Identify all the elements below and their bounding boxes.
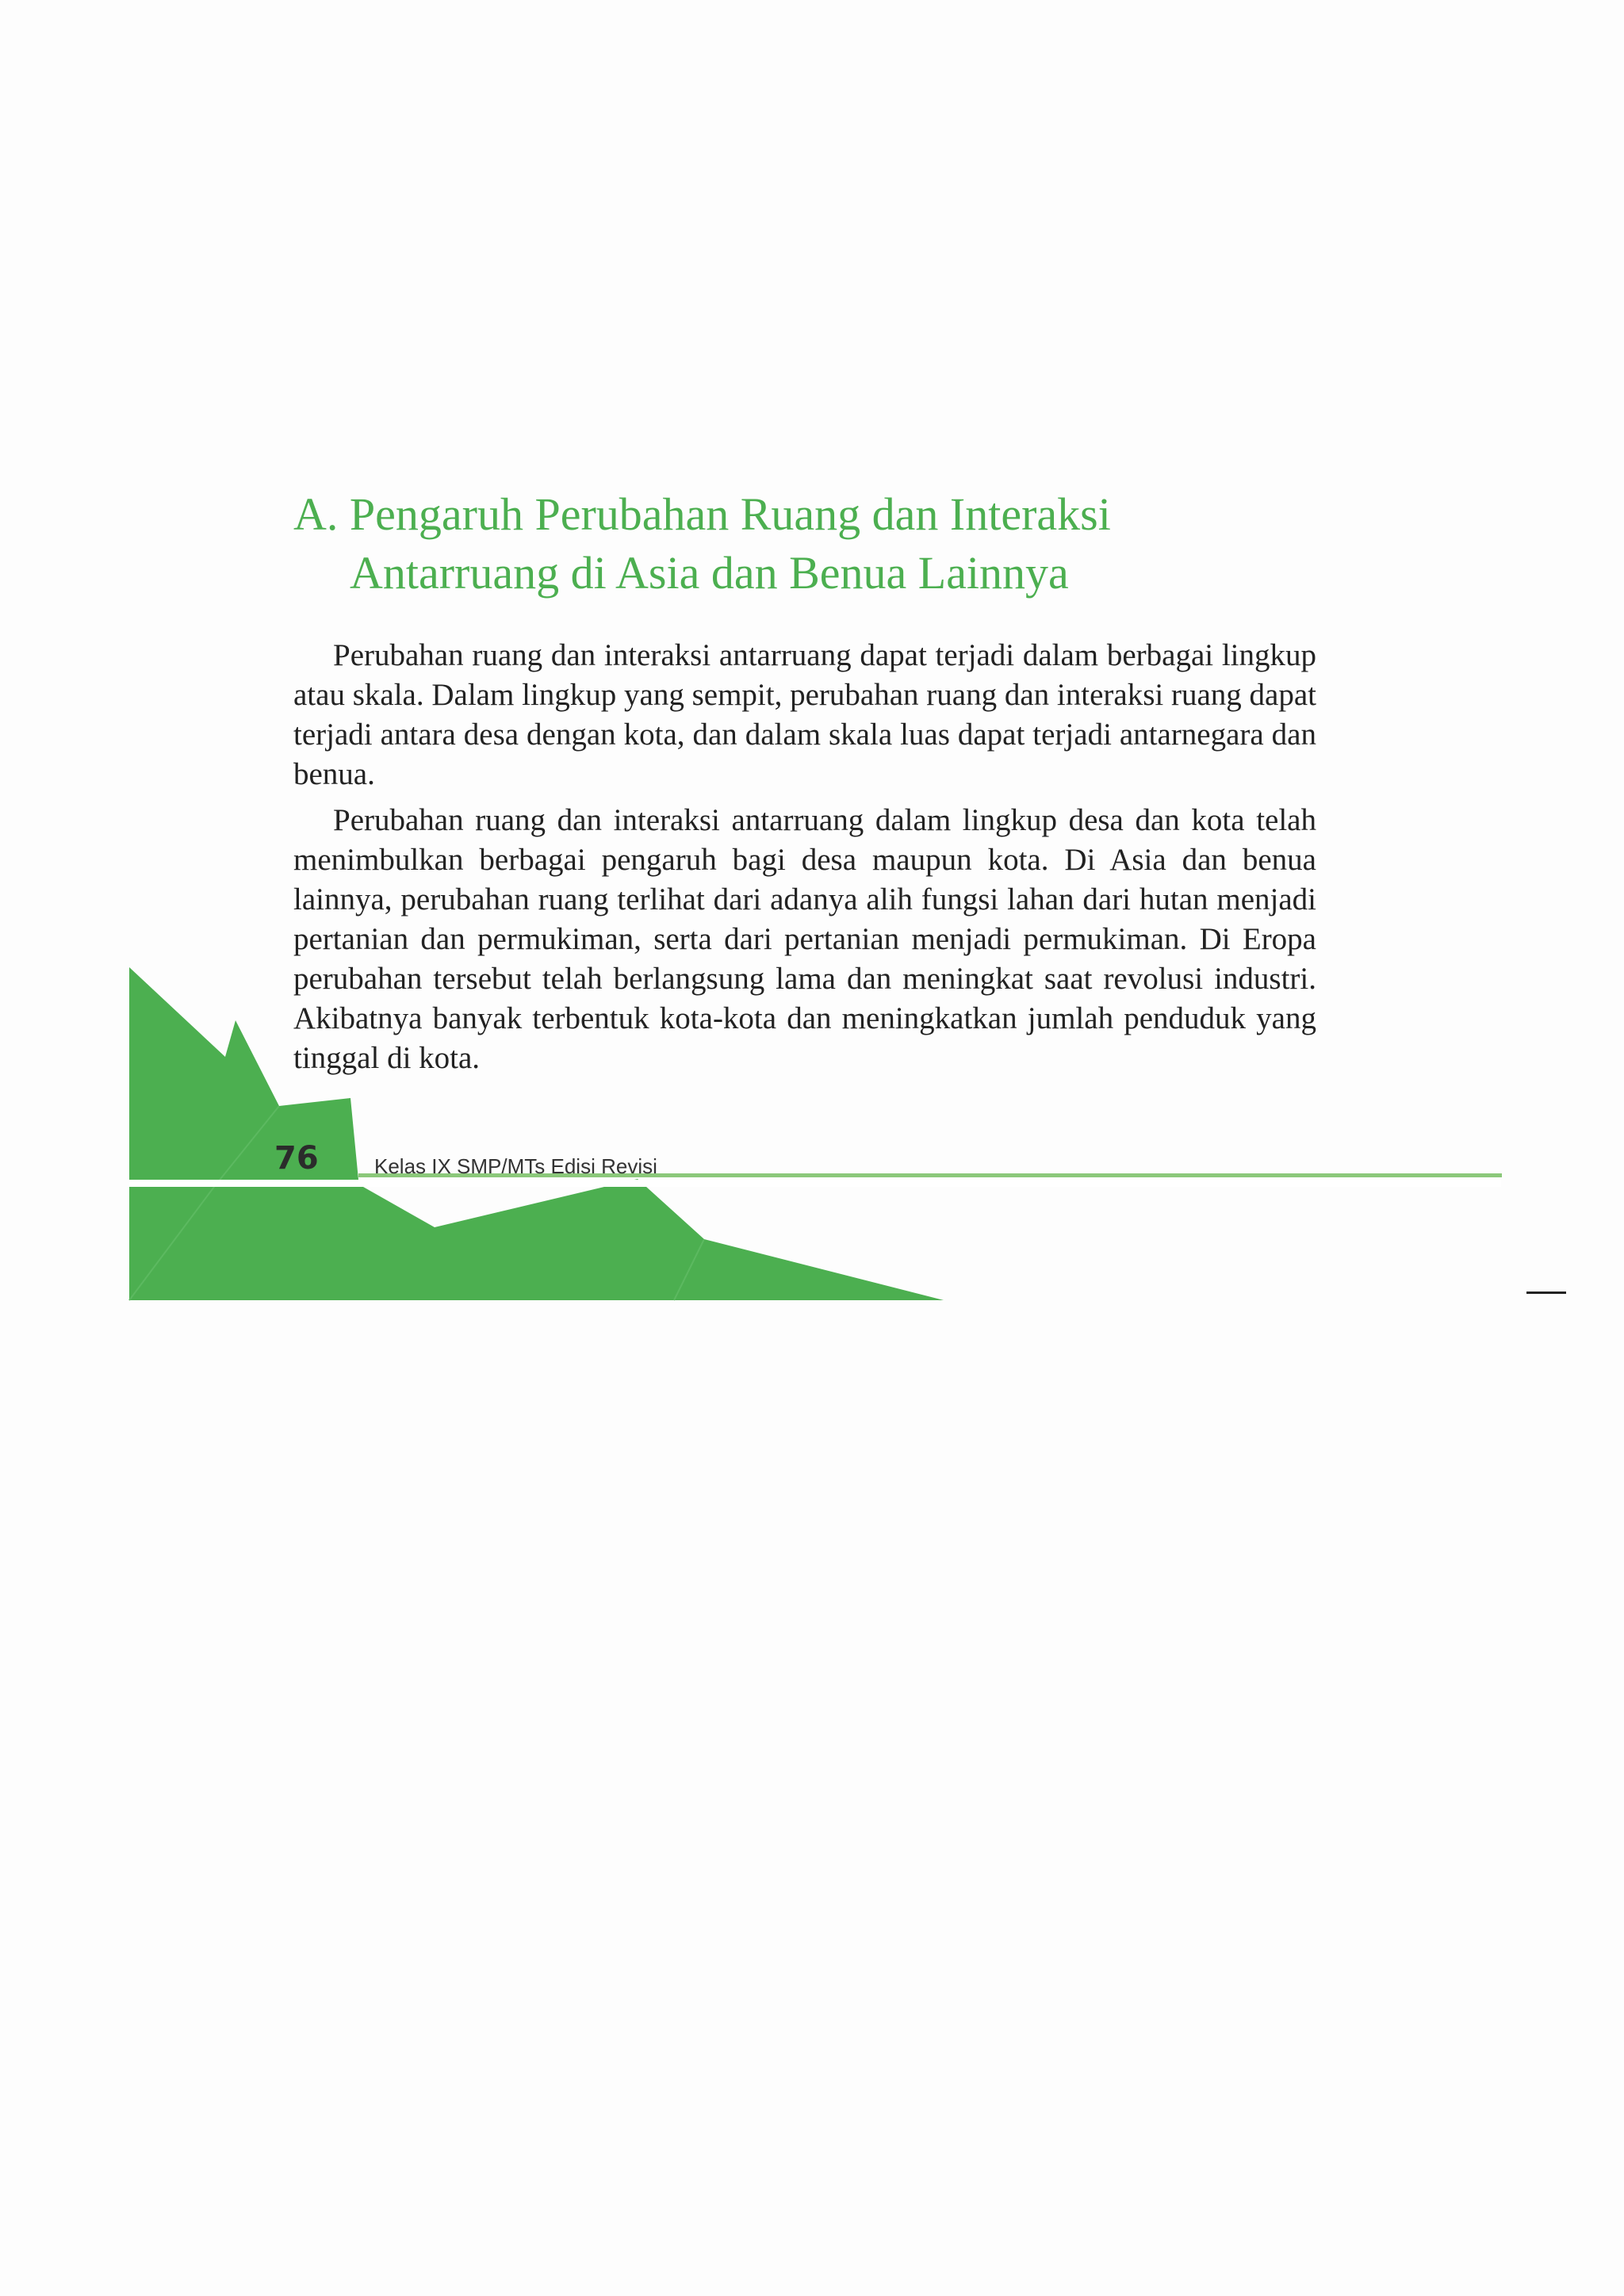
body-text bbox=[293, 636, 1316, 1085]
section-title-line-2: Antarruang di Asia dan Benua Lainnya bbox=[350, 547, 1069, 599]
section-title bbox=[293, 485, 1404, 603]
edge-mark bbox=[1526, 1292, 1566, 1294]
paragraph-2: Perubahan ruang dan interaksi antarruang dalam lingkup desa dan kota telah menimbulkan berbagai pengaruh bagi desa maupun kota. Di Asia dan benua lainnya, perubahan ruang terlihat dari adanya alih fungsi lahan dari hutan menjadi pertanian dan permukiman, serta dari pertanian menjadi permukiman. Di Eropa perubahan tersebut telah berlangsung lama dan meningkat saat revolusi industri. Akibatnya banyak terbentuk kota-kota dan meningkatkan jumlah penduduk yang tinggal di kota. bbox=[293, 803, 1316, 1075]
page-number: 76 bbox=[274, 1140, 319, 1177]
book-title: Kelas IX SMP/MTs Edisi Revisi bbox=[374, 1154, 657, 1178]
paragraph-1: Perubahan ruang dan interaksi antarruang dapat terjadi dalam berbagai lingkup atau skala. Dalam lingkup yang sempit, perubahan ruang dan interaksi ruang dapat terjadi antara desa dengan kota, dan dalam skala luas dapat terjadi antarnegara dan benua. bbox=[293, 638, 1316, 791]
section-title-line-1: A. Pengaruh Perubahan Ruang dan Interaksi bbox=[293, 488, 1111, 540]
mountain-band-shape bbox=[129, 1179, 944, 1300]
separator-white bbox=[129, 1180, 1501, 1187]
